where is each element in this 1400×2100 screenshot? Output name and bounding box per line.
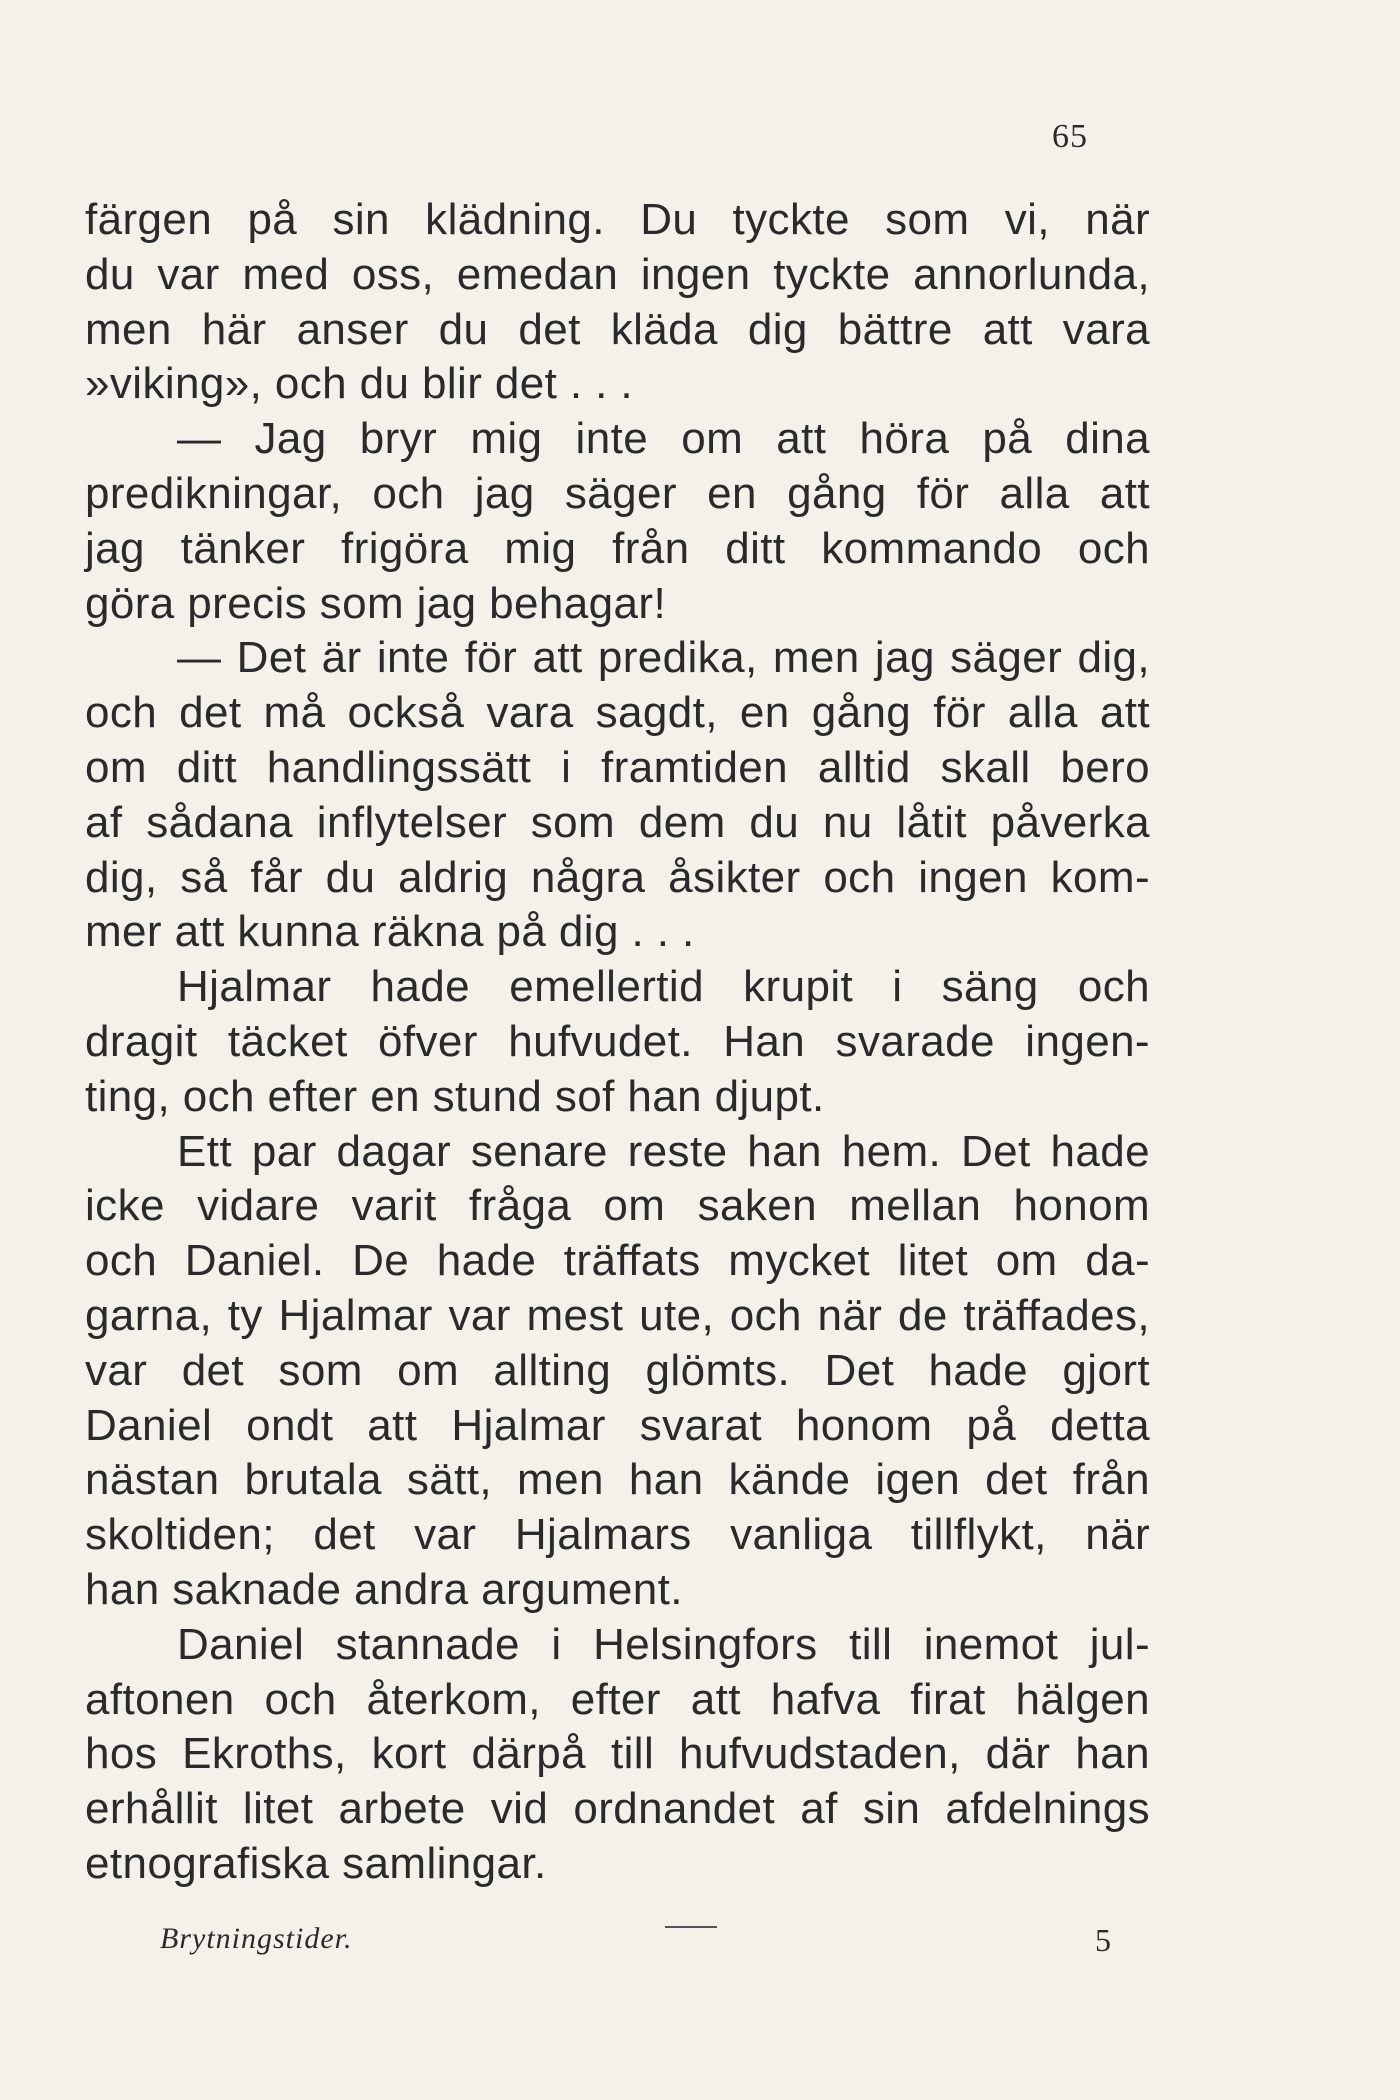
text-line: du var med oss, emedan ingen tyckte annorlunda, (85, 249, 1150, 299)
text-line: Daniel ondt att Hjalmar svarat honom på detta (85, 1400, 1150, 1450)
text-line: predikningar, och jag säger en gång för alla att (85, 468, 1150, 518)
text-line: jag tänker frigöra mig från ditt kommando och (85, 523, 1150, 573)
text-line: »viking», och du blir det . . . (85, 359, 634, 409)
text-line: icke vidare varit fråga om saken mellan honom (85, 1181, 1150, 1231)
page-footer (85, 1922, 1150, 1972)
text-line: — Det är inte för att predika, men jag säger dig, (177, 633, 1150, 683)
text-line: färgen på sin klädning. Du tyckte som vi, när (85, 195, 1150, 244)
footer-rule (665, 1926, 717, 1928)
text-line: göra precis som jag behagar! (85, 578, 667, 628)
text-line: aftonen och återkom, efter att hafva firat hälgen (85, 1674, 1150, 1724)
text-line: och Daniel. De hade träffats mycket litet om da- (85, 1236, 1150, 1286)
text-line: mer att kunna räkna på dig . . . (85, 907, 695, 957)
text-line: om ditt handlingssätt i framtiden alltid skall bero (85, 742, 1150, 792)
text-line: af sådana inflytelser som dem du nu låtit påverka (85, 797, 1150, 847)
text-line: nästan brutala sätt, men han kände igen det från (85, 1455, 1150, 1505)
text-line: hos Ekroths, kort därpå till hufvudstaden, där han (85, 1729, 1150, 1779)
text-line: skoltiden; det var Hjalmars vanliga tillflykt, när (85, 1510, 1150, 1560)
text-line: erhållit litet arbete vid ordnandet af sin afdelnings (85, 1784, 1150, 1834)
text-line: garna, ty Hjalmar var mest ute, och när de träffades, (85, 1290, 1150, 1340)
text-line: dragit täcket öfver hufvudet. Han svarade ingen- (85, 1016, 1150, 1066)
text-line: etnografiska samlingar. (85, 1838, 547, 1888)
text-line: dig, så får du aldrig några åsikter och ingen kom- (85, 852, 1150, 902)
text-line: Hjalmar hade emellertid krupit i säng och (177, 962, 1150, 1012)
text-line: men här anser du det kläda dig bättre att vara (85, 304, 1150, 354)
text-line: Ett par dagar senare reste han hem. Det hade (177, 1126, 1150, 1176)
body-text (85, 193, 1150, 1892)
sheet-number: 5 (1095, 1922, 1111, 1958)
text-line: ting, och efter en stund sof han djupt. (85, 1071, 825, 1121)
text-line: han saknade andra argument. (85, 1564, 683, 1614)
text-line: Daniel stannade i Helsingfors till inemot jul- (177, 1619, 1150, 1669)
text-line: och det må också vara sagdt, en gång för alla att (85, 688, 1150, 738)
page-number: 65 (1052, 118, 1088, 155)
signature-mark: Brytningstider. (160, 1922, 353, 1955)
text-line: var det som om allting glömts. Det hade gjort (85, 1345, 1150, 1395)
text-line: — Jag bryr mig inte om att höra på dina (177, 414, 1150, 464)
